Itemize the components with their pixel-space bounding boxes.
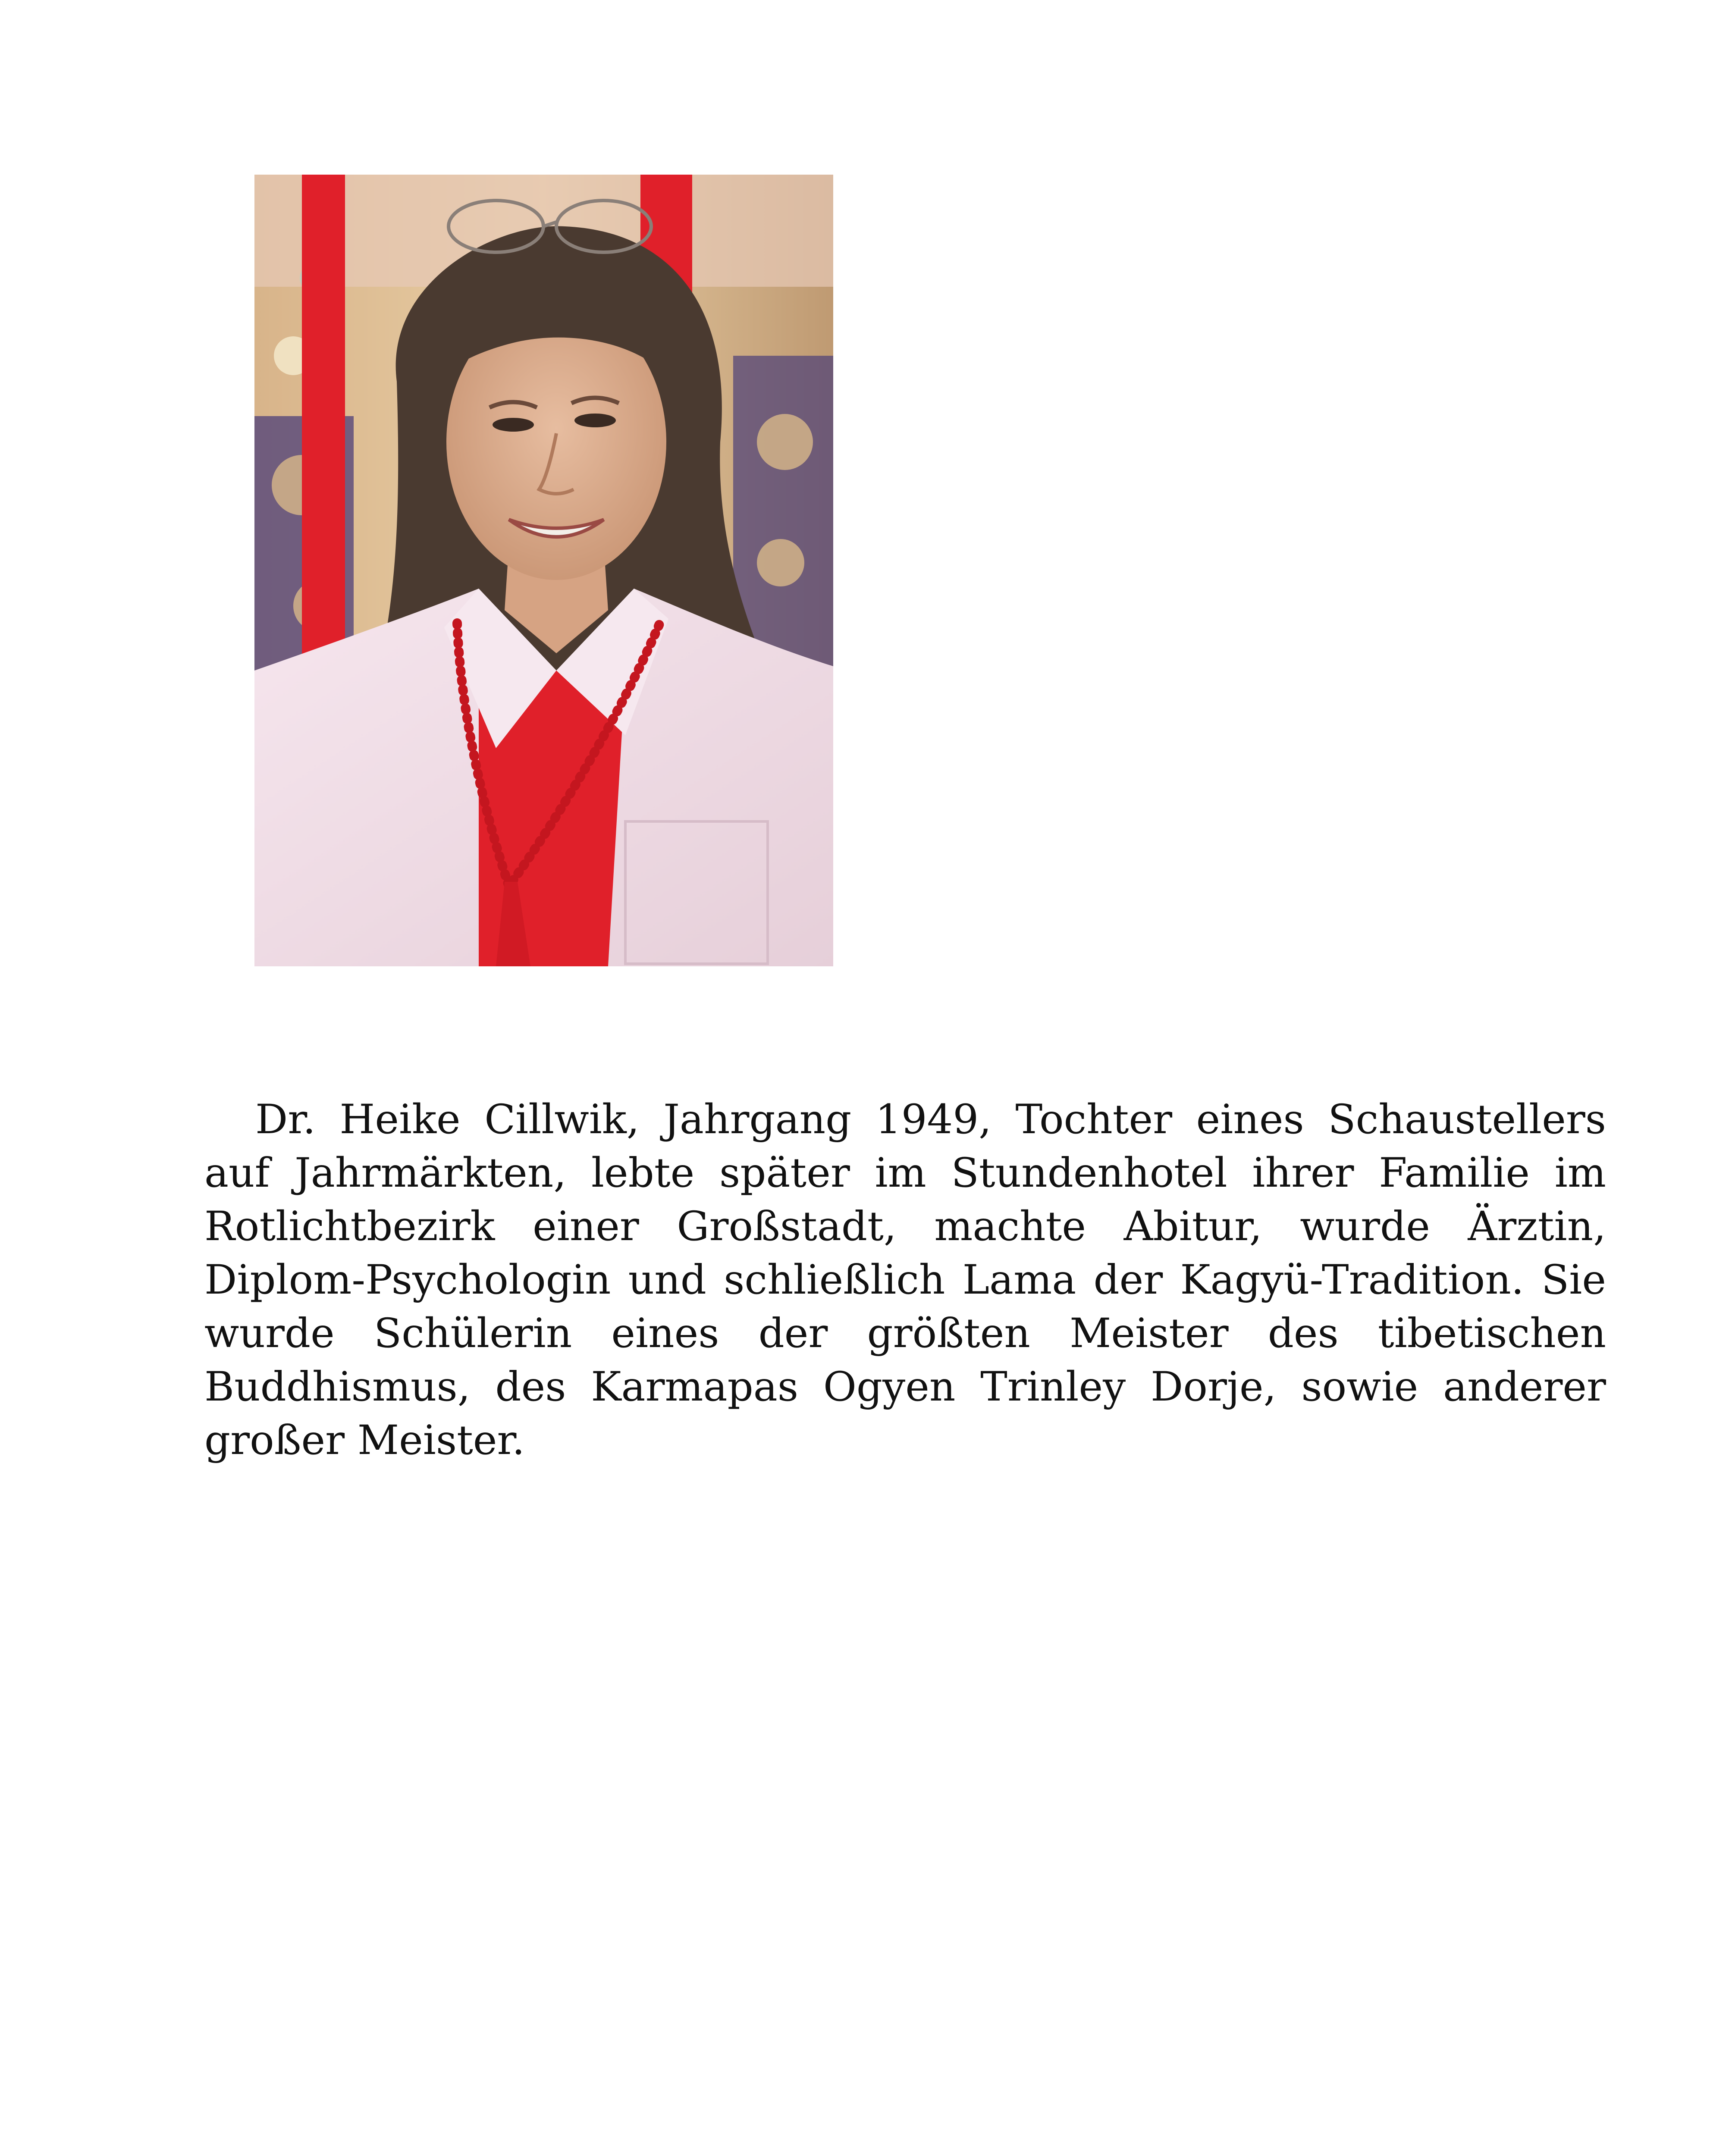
author-portrait-photo	[254, 175, 833, 966]
author-bio-paragraph: Dr. Heike Cillwik, Jahrgang 1949, Tochter eines Schaustellers auf Jahrmärkten, lebte später im Stundenhotel ihrer Familie im Rotlichtbezirk einer Großstadt, machte Abitur, wurde Ärztin, Diplom-Psychologin und schließlich Lama der Kagyü-Tradition. Sie wurde Schülerin eines der größten Meister des tibetischen Buddhismus, des Karmapas Ogyen Trinley Dorje, sowie anderer großer Meister.	[204, 1096, 1606, 1464]
eye-left	[493, 418, 534, 432]
eye-right	[574, 414, 616, 427]
portrait-illustration	[254, 175, 833, 966]
red-strip-left	[302, 175, 345, 714]
